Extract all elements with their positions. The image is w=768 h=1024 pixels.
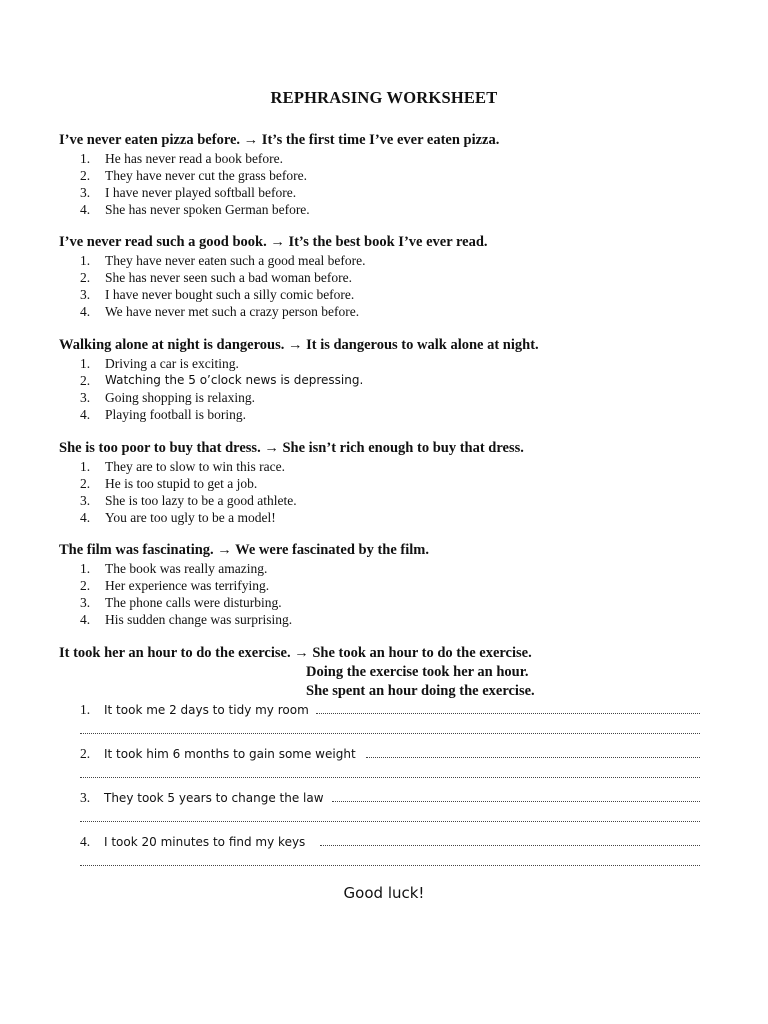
section-first-time	[59, 131, 749, 218]
list-item: 1. They have never eaten such a good meal before.	[80, 253, 366, 268]
exercise-item: 3. They took 5 years to change the law	[80, 786, 720, 810]
list-item: 2. She has never seen such a bad woman before.	[80, 270, 353, 285]
section-best-book	[59, 233, 749, 320]
exercise-item: 4. I took 20 minutes to find my keys	[80, 830, 720, 854]
list-item: 4. His sudden change was surprising.	[80, 612, 293, 627]
section-heading: The film was fascinating. → We were fascinated by the film.	[59, 542, 429, 558]
answer-line[interactable]	[366, 756, 700, 758]
list-item: 2. They have never cut the grass before.	[80, 168, 308, 183]
list-item: 1. He has never read a book before.	[80, 151, 284, 166]
answer-line-blank[interactable]	[80, 854, 720, 874]
exercise-item: 1. It took me 2 days to tidy my room	[80, 698, 720, 722]
alternative-answer: Doing the exercise took her an hour.	[306, 664, 529, 680]
answer-line[interactable]	[316, 712, 700, 714]
list-item: 4. We have never met such a crazy person before.	[80, 304, 360, 319]
exercise-list	[80, 698, 720, 874]
list-item: 1. Driving a car is exciting.	[80, 356, 239, 371]
section-film-fascinating	[59, 541, 749, 628]
page-title: REPHRASING WORKSHEET	[270, 88, 498, 107]
section-walking-alone	[59, 336, 749, 423]
list-item: 4. You are too ugly to be a model!	[80, 510, 276, 525]
section-heading: I’ve never eaten pizza before. → It’s the first time I’ve ever eaten pizza.	[59, 132, 500, 148]
section-took-an-hour	[59, 644, 749, 662]
answer-line-blank[interactable]	[80, 766, 720, 786]
list-item: 4. Playing football is boring.	[80, 407, 246, 422]
exercise-item: 2. It took him 6 months to gain some weight	[80, 742, 720, 766]
section-too-poor	[59, 439, 749, 526]
answer-line[interactable]	[320, 844, 700, 846]
list-item: 2. Her experience was terrifying.	[80, 578, 270, 593]
list-item: 2. Watching the 5 o’clock news is depressing.	[80, 373, 364, 388]
list-item: 3. She is too lazy to be a good athlete.	[80, 493, 297, 508]
list-item: 3. I have never played softball before.	[80, 185, 297, 200]
answer-line-blank[interactable]	[80, 722, 720, 742]
answer-line[interactable]	[332, 800, 700, 802]
list-item: 1. They are to slow to win this race.	[80, 459, 285, 474]
list-item: 3. Going shopping is relaxing.	[80, 390, 255, 405]
list-item: 2. He is too stupid to get a job.	[80, 476, 258, 491]
alternative-answer: She spent an hour doing the exercise.	[306, 683, 535, 699]
section-heading: I’ve never read such a good book. → It’s the best book I’ve ever read.	[59, 234, 488, 250]
closing-text: Good luck!	[343, 884, 425, 902]
section-heading: Walking alone at night is dangerous. → It is dangerous to walk alone at night.	[59, 337, 539, 353]
list-item: 3. I have never bought such a silly comic before.	[80, 287, 355, 302]
section-heading: She is too poor to buy that dress. → She isn’t rich enough to buy that dress.	[59, 440, 524, 456]
list-item: 4. She has never spoken German before.	[80, 202, 310, 217]
list-item: 3. The phone calls were disturbing.	[80, 595, 282, 610]
list-item: 1. The book was really amazing.	[80, 561, 268, 576]
section-heading: It took her an hour to do the exercise. → She took an hour to do the exercise.	[59, 645, 532, 661]
answer-line-blank[interactable]	[80, 810, 720, 830]
